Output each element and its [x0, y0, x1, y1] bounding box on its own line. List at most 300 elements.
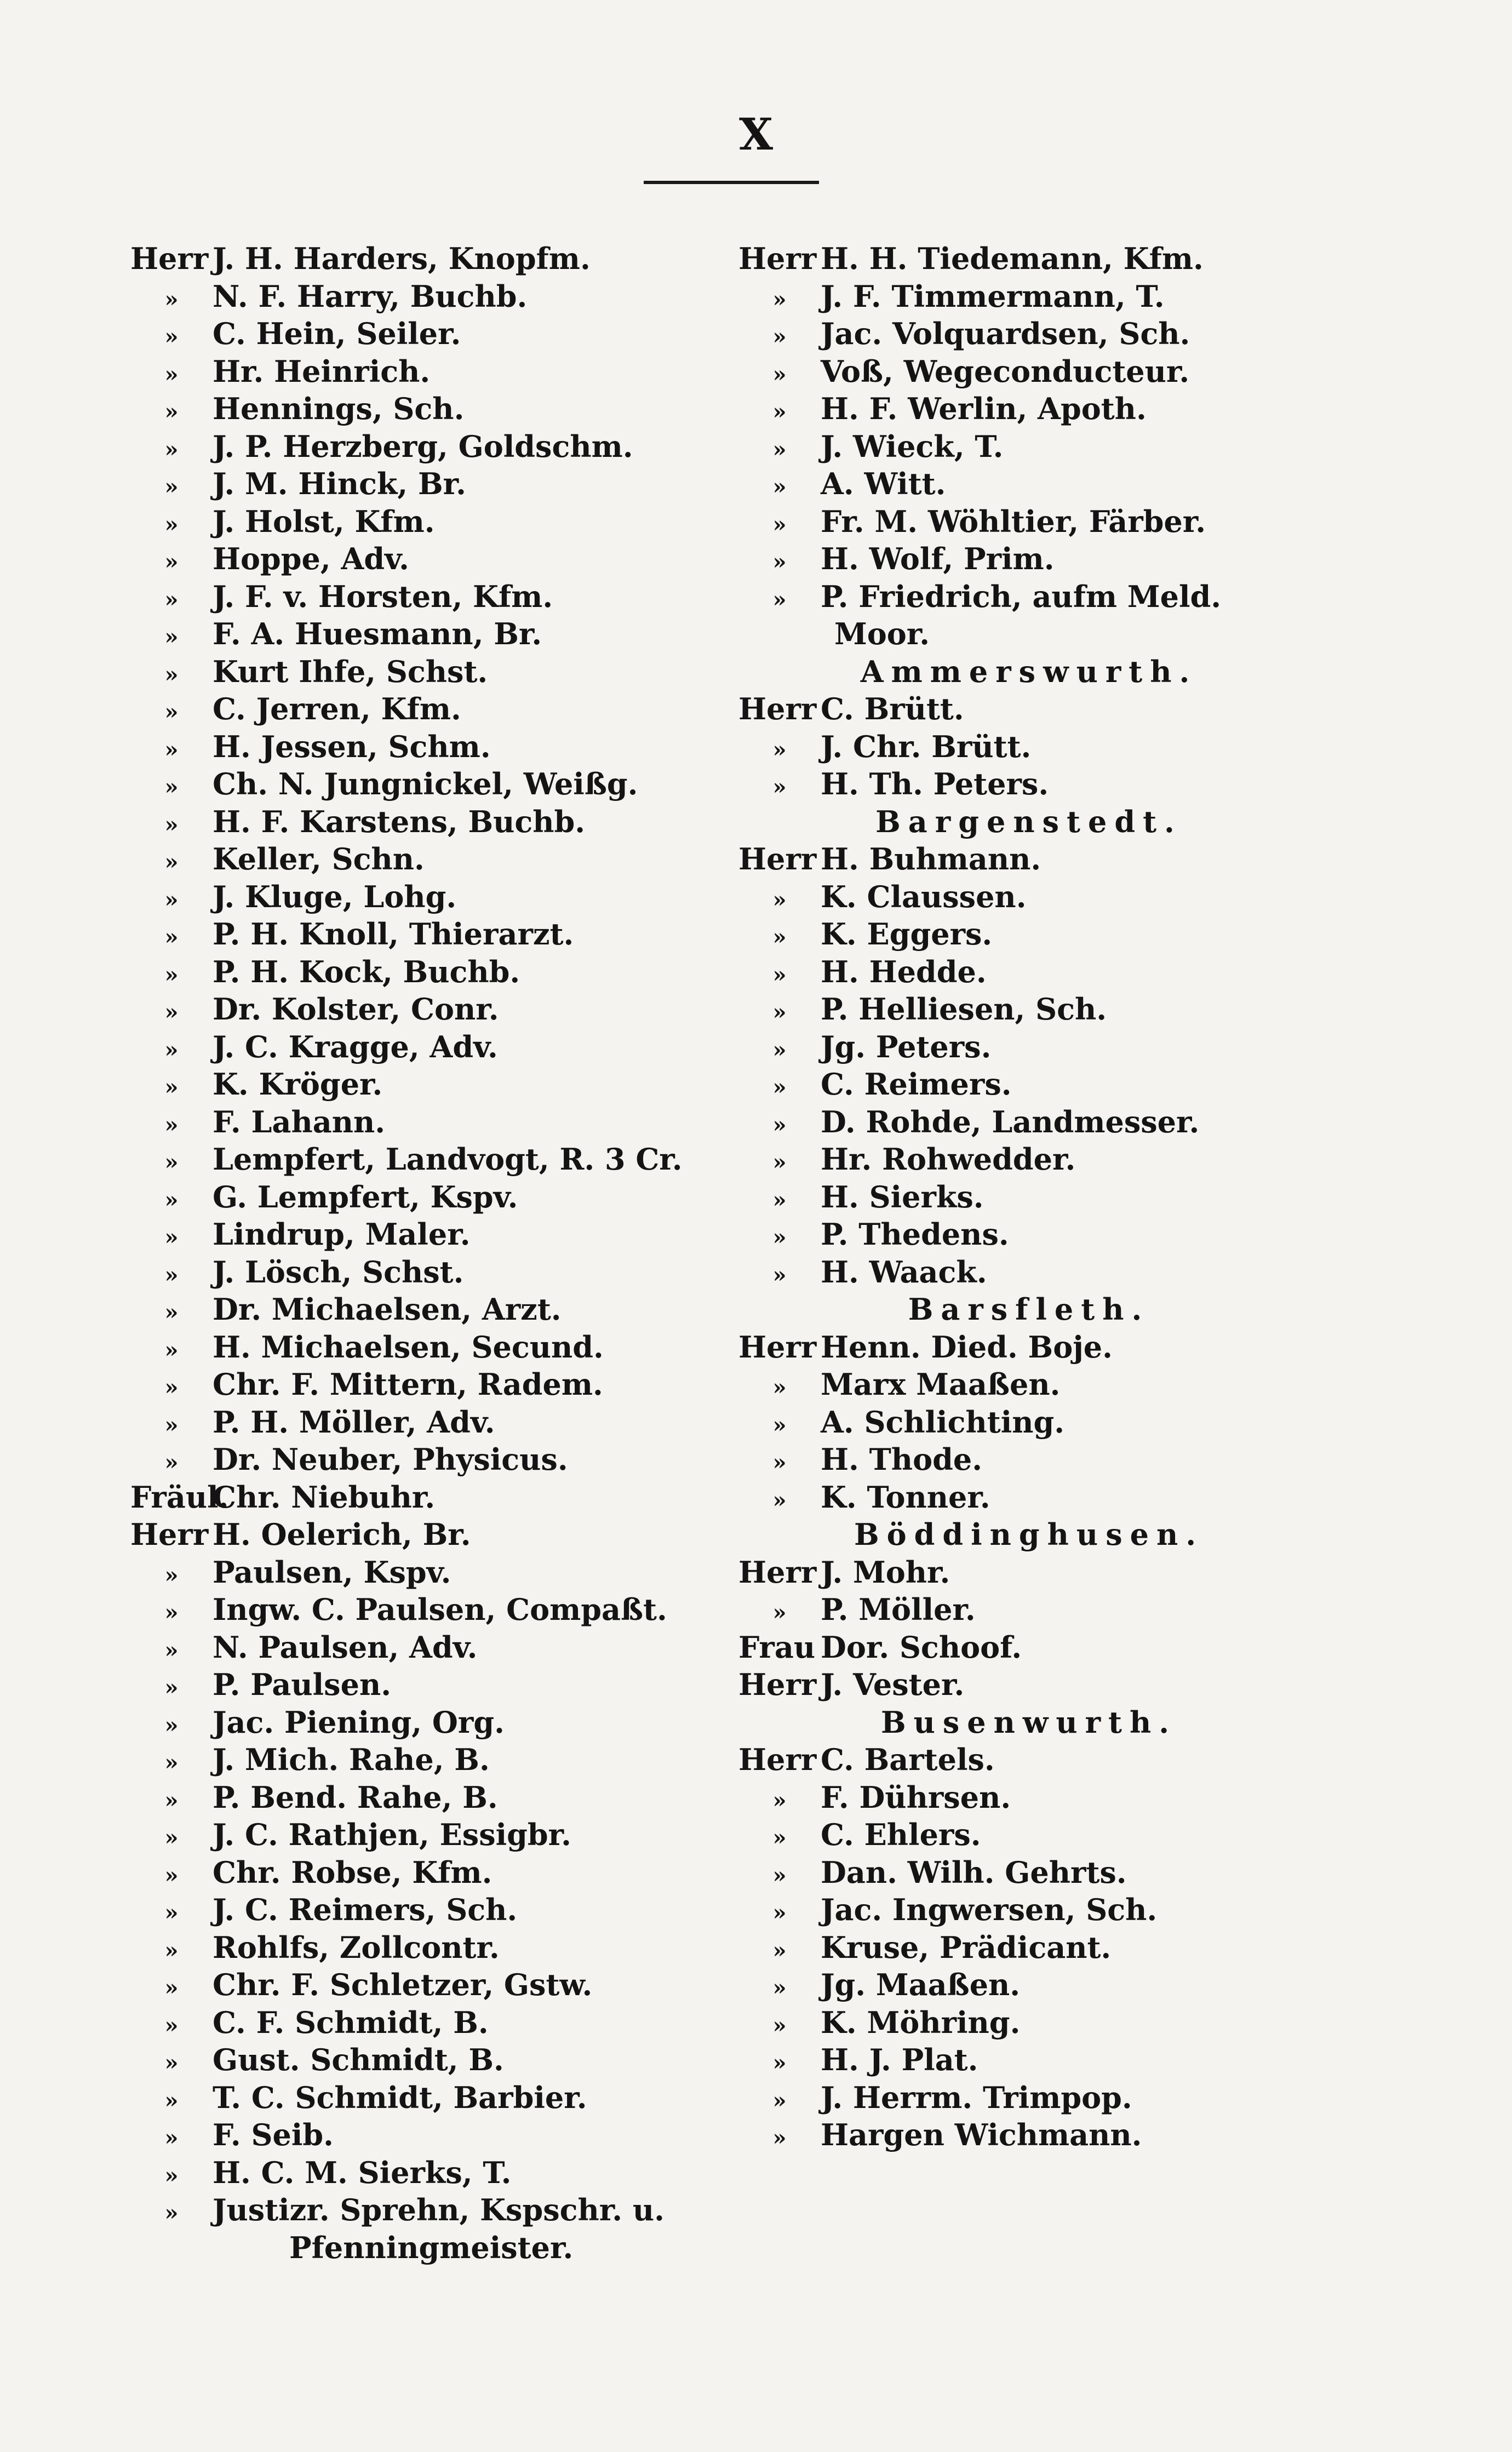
- directory-entry: [130, 1253, 744, 1291]
- entry-prefix: »: [772, 511, 787, 537]
- entry-text: Hr. Rohwedder.: [821, 1142, 1076, 1177]
- entry-prefix: »: [772, 736, 787, 763]
- entry-prefix: »: [164, 849, 179, 875]
- entry-text: H. F. Karstens, Buchb.: [213, 804, 586, 839]
- directory-entry: [130, 990, 744, 1028]
- entry-prefix: »: [164, 1262, 179, 1288]
- directory-entry: [738, 990, 1319, 1028]
- entry-prefix: Herr: [738, 1554, 817, 1590]
- entry-text: H. F. Werlin, Apoth.: [821, 391, 1147, 426]
- directory-entry: [130, 540, 744, 578]
- directory-entry: [130, 803, 744, 841]
- entry-text: Jac. Volquardsen, Sch.: [821, 316, 1190, 351]
- entry-prefix: »: [772, 1262, 787, 1288]
- entry-prefix: »: [164, 1074, 179, 1100]
- entry-prefix: »: [772, 1975, 787, 2001]
- entry-prefix: »: [164, 1675, 179, 1700]
- directory-entry: [130, 1854, 744, 1892]
- entry-text: Chr. Niebuhr.: [213, 1479, 436, 1515]
- entry-text: N. Paulsen, Adv.: [213, 1629, 478, 1665]
- entry-prefix: »: [164, 361, 179, 387]
- section-heading-text: Busenwurth.: [880, 1704, 1177, 1740]
- entry-text: P. H. Knoll, Thierarzt.: [213, 916, 574, 952]
- entry-prefix: »: [164, 2087, 179, 2113]
- entry-prefix: »: [164, 1787, 179, 1813]
- entry-prefix: »: [164, 661, 179, 688]
- entry-prefix: Herr: [130, 241, 209, 276]
- directory-entry: [738, 465, 1319, 503]
- directory-entry: [738, 2041, 1319, 2079]
- directory-entry: [130, 728, 744, 766]
- directory-entry: [130, 1366, 744, 1403]
- directory-entry: [130, 503, 744, 541]
- entry-text: A. Witt.: [821, 466, 946, 501]
- directory-entry: [130, 2079, 744, 2117]
- entry-text: G. Lempfert, Kspv.: [213, 1179, 518, 1214]
- entry-prefix: »: [772, 1187, 787, 1213]
- entry-prefix: »: [772, 2087, 787, 2113]
- entry-prefix: »: [164, 436, 179, 462]
- directory-entry: [738, 2079, 1319, 2117]
- entry-prefix: Frau: [738, 1629, 816, 1665]
- entry-prefix: »: [164, 1600, 179, 1625]
- entry-prefix: »: [772, 1450, 787, 1475]
- entry-text: Kurt Ihfe, Schst.: [213, 654, 488, 689]
- entry-prefix: »: [772, 1036, 787, 1063]
- entry-text: Rohlfs, Zollcontr.: [213, 1929, 500, 1965]
- directory-entry: [130, 1065, 744, 1103]
- entry-prefix: »: [772, 474, 787, 500]
- entry-prefix: »: [772, 961, 787, 988]
- directory-entry: [130, 240, 744, 278]
- entry-text: Lindrup, Maler.: [213, 1217, 471, 1252]
- entry-prefix: Herr: [738, 1742, 817, 1777]
- entry-text: H. Michaelsen, Secund.: [213, 1329, 604, 1365]
- entry-text: Chr. F. Schletzer, Gstw.: [213, 1967, 593, 2002]
- directory-entry: [738, 578, 1319, 616]
- entry-text: Henn. Died. Boje.: [821, 1329, 1113, 1365]
- entry-prefix: »: [164, 1637, 179, 1663]
- entry-prefix: »: [772, 2050, 787, 2076]
- entry-text: Jac. Ingwersen, Sch.: [821, 1892, 1158, 1927]
- entry-prefix: »: [772, 361, 787, 387]
- entry-text: Dr. Neuber, Physicus.: [213, 1442, 568, 1477]
- entry-prefix: »: [164, 586, 179, 612]
- entry-prefix: »: [772, 324, 787, 350]
- entry-text: Hr. Heinrich.: [213, 353, 431, 389]
- entry-prefix: »: [772, 2125, 787, 2151]
- entry-text: J. Kluge, Lohg.: [213, 879, 457, 914]
- section-heading: [738, 1704, 1319, 1741]
- entry-text: K. Kröger.: [213, 1067, 383, 1102]
- directory-entry: [738, 765, 1319, 803]
- entry-text: P. Bend. Rahe, B.: [213, 1779, 498, 1815]
- directory-entry: [130, 353, 744, 391]
- entry-text: H. Jessen, Schm.: [213, 729, 491, 764]
- entry-text: Marx Maaßen.: [821, 1367, 1061, 1402]
- directory-entry: [130, 2116, 744, 2154]
- entry-prefix: Herr: [130, 1517, 209, 1552]
- header-rule: [644, 181, 819, 184]
- directory-entry: [738, 1554, 1319, 1591]
- entry-text: Ingw. C. Paulsen, Compaßt.: [213, 1592, 667, 1627]
- entry-prefix: »: [164, 474, 179, 500]
- directory-entry: [738, 1929, 1319, 1967]
- entry-prefix: »: [772, 1937, 787, 1963]
- directory-entry: [738, 1816, 1319, 1854]
- directory-entry: [738, 878, 1319, 916]
- entry-prefix: »: [772, 1374, 787, 1400]
- section-heading-text: Barsfleth.: [908, 1292, 1150, 1327]
- entry-prefix: »: [164, 736, 179, 763]
- entry-text: Hoppe, Adv.: [213, 541, 409, 576]
- section-heading: [738, 1516, 1319, 1554]
- directory-entry: [738, 953, 1319, 991]
- entry-prefix: »: [164, 1374, 179, 1400]
- entry-text: Justizr. Sprehn, Kspschr. u.: [213, 2192, 665, 2227]
- entry-text: Chr. Robse, Kfm.: [213, 1854, 492, 1890]
- directory-entry: [738, 728, 1319, 766]
- entry-prefix: Herr: [738, 1667, 817, 1702]
- directory-entry: [738, 690, 1319, 728]
- directory-entry: [738, 1741, 1319, 1779]
- entry-prefix: »: [164, 1975, 179, 2001]
- entry-text: H. Sierks.: [821, 1179, 984, 1214]
- directory-entry: [130, 1929, 744, 1967]
- entry-text: Dan. Wilh. Gehrts.: [821, 1854, 1127, 1890]
- entry-prefix: »: [164, 2200, 179, 2226]
- directory-entry: [130, 278, 744, 316]
- entry-text: F. Lahann.: [213, 1104, 386, 1139]
- entry-text: F. Dührsen.: [821, 1779, 1011, 1815]
- entry-text: J. Chr. Brütt.: [821, 729, 1032, 764]
- directory-entry: [130, 315, 744, 353]
- directory-entry: [130, 578, 744, 616]
- entry-text: Dr. Kolster, Conr.: [213, 992, 499, 1027]
- entry-prefix: »: [164, 549, 179, 575]
- entry-prefix: »: [164, 811, 179, 838]
- entry-text: J. Mich. Rahe, B.: [213, 1742, 490, 1777]
- entry-text: J. C. Reimers, Sch.: [213, 1892, 518, 1927]
- entry-prefix: »: [164, 699, 179, 725]
- entry-prefix: »: [164, 1712, 179, 1738]
- directory-entry: [738, 278, 1319, 316]
- entry-prefix: »: [164, 1149, 179, 1175]
- entry-text: J. C. Kragge, Adv.: [213, 1029, 498, 1064]
- directory-entry: [130, 653, 744, 691]
- directory-entry: [130, 915, 744, 953]
- entry-prefix: »: [772, 1862, 787, 1888]
- entry-text: Hennings, Sch.: [213, 391, 465, 426]
- entry-text: Moor.: [834, 616, 930, 651]
- entry-text: H. Waack.: [821, 1254, 987, 1290]
- directory-entry: [738, 240, 1319, 278]
- directory-entry: [130, 1328, 744, 1366]
- entry-text: K. Möhring.: [821, 2004, 1021, 2040]
- entry-text: J. H. Harders, Knopfm.: [213, 241, 591, 276]
- entry-prefix: »: [164, 286, 179, 312]
- directory-entry: [738, 1666, 1319, 1704]
- entry-text: C. Jerren, Kfm.: [213, 691, 461, 726]
- entry-prefix: »: [164, 2125, 179, 2151]
- section-heading: [738, 1291, 1319, 1328]
- entry-text: C. Bartels.: [821, 1742, 995, 1777]
- entry-text: T. C. Schmidt, Barbier.: [213, 2079, 587, 2115]
- entry-text: P. Paulsen.: [213, 1667, 392, 1702]
- directory-entry: [130, 1629, 744, 1666]
- entry-prefix: »: [772, 886, 787, 913]
- entry-text: J. Vester.: [821, 1667, 965, 1702]
- directory-entry: [738, 1103, 1319, 1141]
- directory-entry: [738, 1253, 1319, 1291]
- directory-entry: [738, 615, 1319, 653]
- entry-text: Jg. Peters.: [821, 1029, 992, 1064]
- entry-prefix: »: [772, 1224, 787, 1250]
- directory-entry: [130, 1479, 744, 1516]
- entry-text: C. Hein, Seiler.: [213, 316, 461, 351]
- entry-prefix: »: [164, 1825, 179, 1851]
- entry-prefix: »: [164, 324, 179, 350]
- entry-prefix: »: [164, 886, 179, 913]
- entry-prefix: »: [164, 511, 179, 537]
- directory-entry: [738, 2004, 1319, 2042]
- directory-entry: [738, 915, 1319, 953]
- entry-text: H. C. M. Sierks, T.: [213, 2155, 512, 2190]
- entry-prefix: Herr: [738, 841, 817, 876]
- entry-text: Dor. Schoof.: [821, 1629, 1022, 1665]
- entry-text: J. Lösch, Schst.: [213, 1254, 464, 1290]
- entry-prefix: »: [772, 924, 787, 950]
- directory-entry: [130, 1216, 744, 1253]
- entry-text: P. Friedrich, aufm Meld.: [821, 578, 1222, 614]
- directory-entry: [130, 1516, 744, 1554]
- directory-entry: [738, 353, 1319, 391]
- directory-entry: [738, 1591, 1319, 1629]
- directory-entry: [738, 1403, 1319, 1441]
- entry-text: Paulsen, Kspv.: [213, 1554, 451, 1590]
- entry-text: J. Holst, Kfm.: [213, 503, 435, 539]
- entry-text: Fr. M. Wöhltier, Färber.: [821, 503, 1206, 539]
- directory-entry: [130, 1591, 744, 1629]
- directory-entry: [738, 840, 1319, 878]
- entry-text: H. Thode.: [821, 1442, 982, 1477]
- entry-text: H. J. Plat.: [821, 2042, 978, 2077]
- directory-entry: [738, 390, 1319, 428]
- directory-entry: [130, 1816, 744, 1854]
- entry-text: J. F. v. Horsten, Kfm.: [213, 578, 553, 614]
- directory-entry: [130, 2004, 744, 2042]
- entry-text: J. Mohr.: [821, 1554, 950, 1590]
- directory-entry: [738, 1891, 1319, 1929]
- entry-text: J. Wieck, T.: [821, 428, 1004, 464]
- entry-prefix: »: [164, 2012, 179, 2038]
- directory-entry: [738, 540, 1319, 578]
- directory-entry: [130, 1178, 744, 1216]
- entry-text: J. P. Herzberg, Goldschm.: [213, 428, 633, 464]
- directory-entry: [130, 1403, 744, 1441]
- entry-text: H. Th. Peters.: [821, 766, 1049, 801]
- entry-prefix: »: [772, 1149, 787, 1175]
- directory-entry: [738, 1141, 1319, 1178]
- entry-prefix: »: [164, 1036, 179, 1063]
- entry-prefix: »: [164, 1187, 179, 1213]
- directory-entry: [130, 1966, 744, 2004]
- entry-text: Chr. F. Mittern, Radem.: [213, 1367, 603, 1402]
- entry-text: K. Eggers.: [821, 916, 993, 952]
- entry-prefix: »: [772, 1074, 787, 1100]
- entry-prefix: »: [164, 1299, 179, 1325]
- entry-prefix: »: [164, 1937, 179, 1963]
- entry-prefix: »: [164, 924, 179, 950]
- directory-entry: [738, 1065, 1319, 1103]
- entry-prefix: »: [164, 624, 179, 650]
- entry-prefix: »: [164, 399, 179, 425]
- entry-text: Ch. N. Jungnickel, Weißg.: [213, 766, 638, 801]
- section-heading: [738, 653, 1319, 691]
- entry-prefix: »: [772, 1900, 787, 1926]
- entry-text: Voß, Wegeconducteur.: [821, 353, 1190, 389]
- entry-text: J. Herrm. Trimpop.: [821, 2079, 1132, 2115]
- entry-text: Jac. Piening, Org.: [213, 1704, 505, 1740]
- entry-text: H. Hedde.: [821, 954, 987, 989]
- entry-prefix: »: [164, 1412, 179, 1438]
- directory-entry: [130, 1779, 744, 1817]
- directory-entry: [130, 1741, 744, 1779]
- section-heading-text: Böddinghusen.: [854, 1517, 1204, 1552]
- entry-text: H. Buhmann.: [821, 841, 1041, 876]
- directory-entry: [130, 765, 744, 803]
- entry-prefix: »: [772, 2012, 787, 2038]
- entry-text: D. Rohde, Landmesser.: [821, 1104, 1200, 1139]
- entry-text: P. H. Kock, Buchb.: [213, 954, 520, 989]
- right-column: [738, 240, 1319, 2154]
- entry-text: P. Helliesen, Sch.: [821, 992, 1107, 1027]
- entry-prefix: Herr: [738, 1329, 817, 1365]
- directory-entry: [130, 953, 744, 991]
- entry-text: Kruse, Prädicant.: [821, 1929, 1112, 1965]
- directory-entry: [738, 1028, 1319, 1066]
- entry-text: C. F. Schmidt, B.: [213, 2004, 489, 2040]
- directory-entry: [738, 315, 1319, 353]
- entry-prefix: »: [164, 1862, 179, 1888]
- entry-text: J. F. Timmermann, T.: [821, 278, 1165, 314]
- directory-entry: [738, 1854, 1319, 1892]
- entry-prefix: »: [772, 1825, 787, 1851]
- directory-entry: [738, 1629, 1319, 1666]
- directory-entry: [130, 1441, 744, 1479]
- entry-prefix: »: [164, 1337, 179, 1363]
- entry-prefix: »: [772, 1112, 787, 1138]
- entry-prefix: »: [772, 999, 787, 1025]
- entry-prefix: »: [164, 1112, 179, 1138]
- directory-entry: [130, 878, 744, 916]
- entry-text: H. Oelerich, Br.: [213, 1517, 471, 1552]
- entry-prefix: »: [164, 2162, 179, 2189]
- directory-entry: [130, 1891, 744, 1929]
- directory-entry: [130, 840, 744, 878]
- directory-entry: [738, 1441, 1319, 1479]
- entry-prefix: »: [164, 961, 179, 988]
- directory-entry: [738, 1328, 1319, 1366]
- directory-entry: [130, 1291, 744, 1328]
- section-heading-text: Ammerswurth.: [860, 654, 1198, 689]
- entry-text: J. C. Rathjen, Essigbr.: [213, 1817, 571, 1852]
- directory-entry: [130, 1704, 744, 1741]
- entry-text: F. Seib.: [213, 2117, 334, 2152]
- entry-prefix: »: [164, 1562, 179, 1588]
- entry-prefix: »: [772, 586, 787, 612]
- section-heading-text: Bargenstedt.: [875, 804, 1182, 839]
- left-column: [130, 240, 744, 2266]
- directory-entry: [738, 1966, 1319, 2004]
- directory-entry: [130, 1554, 744, 1591]
- directory-entry: [130, 2229, 744, 2267]
- entry-prefix: »: [772, 1412, 787, 1438]
- directory-entry: [130, 615, 744, 653]
- entry-prefix: »: [164, 1450, 179, 1475]
- directory-entry: [738, 1366, 1319, 1403]
- entry-text: J. M. Hinck, Br.: [213, 466, 466, 501]
- entry-prefix: »: [772, 1787, 787, 1813]
- entry-text: C. Ehlers.: [821, 1817, 981, 1852]
- entry-text: N. F. Harry, Buchb.: [213, 278, 528, 314]
- directory-entry: [738, 503, 1319, 541]
- directory-entry: [130, 1666, 744, 1704]
- page-number: X: [738, 108, 774, 160]
- entry-prefix: »: [164, 1224, 179, 1250]
- entry-prefix: »: [164, 999, 179, 1025]
- directory-entry: [738, 1779, 1319, 1817]
- entry-text: Hargen Wichmann.: [821, 2117, 1142, 2152]
- directory-entry: [738, 2116, 1319, 2154]
- entry-text: Gust. Schmidt, B.: [213, 2042, 504, 2077]
- entry-text: P. Thedens.: [821, 1217, 1009, 1252]
- entry-prefix: »: [772, 399, 787, 425]
- directory-entry: [738, 1479, 1319, 1516]
- entry-text: K. Tonner.: [821, 1479, 990, 1515]
- entry-prefix: »: [772, 436, 787, 462]
- entry-prefix: »: [772, 1487, 787, 1513]
- entry-text: C. Reimers.: [821, 1067, 1012, 1102]
- entry-text: P. H. Möller, Adv.: [213, 1404, 495, 1440]
- entry-text: Dr. Michaelsen, Arzt.: [213, 1292, 562, 1327]
- directory-entry: [130, 390, 744, 428]
- entry-prefix: Herr: [738, 691, 817, 726]
- directory-entry: [130, 1028, 744, 1066]
- entry-text: K. Claussen.: [821, 879, 1027, 914]
- entry-text: F. A. Huesmann, Br.: [213, 616, 542, 651]
- entry-text: H. Wolf, Prim.: [821, 541, 1055, 576]
- directory-entry: [130, 690, 744, 728]
- directory-entry: [738, 1216, 1319, 1253]
- entry-prefix: »: [772, 549, 787, 575]
- entry-prefix: »: [164, 774, 179, 800]
- directory-entry: [738, 428, 1319, 466]
- entry-prefix: »: [164, 1750, 179, 1775]
- directory-entry: [130, 2191, 744, 2229]
- directory-entry: [738, 1178, 1319, 1216]
- directory-entry: [130, 1141, 744, 1178]
- directory-entry: [130, 428, 744, 466]
- entry-prefix: »: [772, 286, 787, 312]
- directory-entry: [130, 1103, 744, 1141]
- entry-text: Jg. Maaßen.: [821, 1967, 1021, 2002]
- directory-entry: [130, 2154, 744, 2192]
- entry-text: Keller, Schn.: [213, 841, 425, 876]
- directory-entry: [130, 465, 744, 503]
- entry-prefix: Herr: [738, 241, 817, 276]
- entry-text: C. Brütt.: [821, 691, 964, 726]
